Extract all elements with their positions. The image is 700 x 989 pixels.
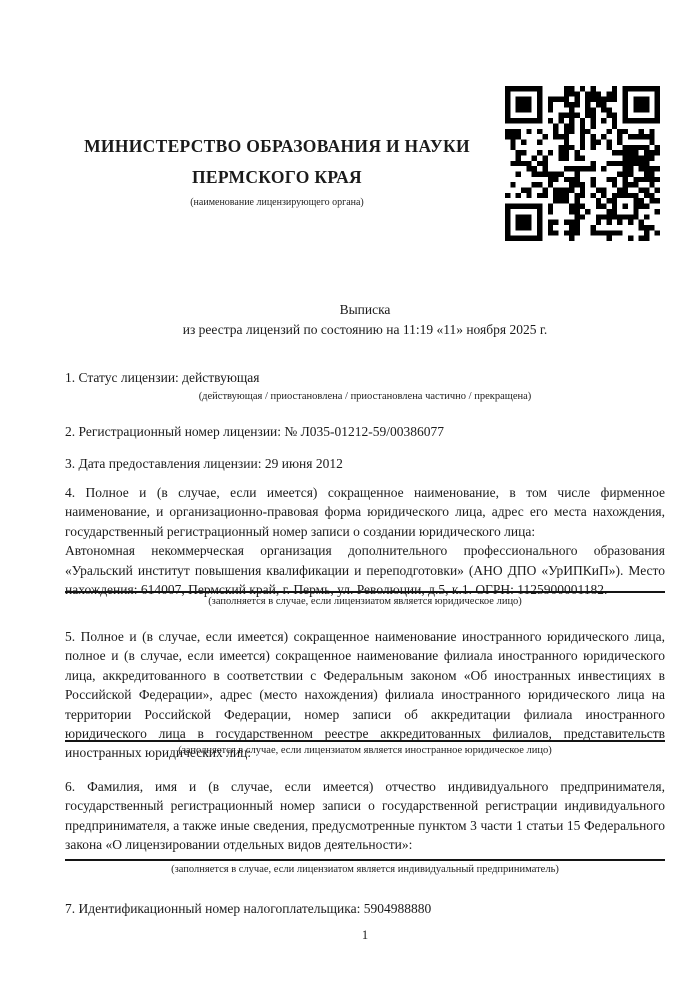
divider-line bbox=[65, 859, 665, 861]
item-6-fill-caption: (заполняется в случае, если лицензиатом является индивидуальный предприниматель) bbox=[171, 864, 559, 875]
title-line2: из реестра лицензий по состоянию на 11:19 «11» ноября 2025 г. bbox=[182, 322, 548, 337]
item-4-fill-caption: (заполняется в случае, если лицензиатом является юридическое лицо) bbox=[208, 596, 522, 607]
item-4-value: Автономная некоммерческая организация дополнительного профессионального образования «Уральский институт повышения квалификации и переподготовки» (АНО ДПО «УрИПКиП»). Место нахождения: 614007, Пермский край, г. Пермь, ул. Революции, д.5, к.1. ОГРН: 1125900001182. bbox=[65, 543, 665, 598]
divider-line bbox=[65, 740, 665, 742]
item-2-registration-number: 2. Регистрационный номер лицензии: № Л035-01212-59/00386077 bbox=[65, 424, 445, 439]
page-number: 1 bbox=[361, 928, 369, 942]
item-5-fill-caption: (заполняется в случае, если лицензиатом является иностранное юридическое лицо) bbox=[178, 745, 552, 756]
qr-code bbox=[505, 86, 660, 241]
qr-code-pattern bbox=[505, 86, 660, 241]
item-7-taxpayer-id: 7. Идентификационный номер налогоплательщика: 5904988880 bbox=[65, 901, 432, 916]
item-3-grant-date: 3. Дата предоставления лицензии: 29 июня 2012 bbox=[65, 456, 343, 471]
item-6-entrepreneur: 6. Фамилия, имя и (в случае, если имеется) отчество индивидуального предпринимателя, государственный регистрационный номер записи о государственной регистрации индивидуального предпринимателя, а также иные сведения, предусмотренные пунктом 3 части 1 статьи 15 Федерального закона «О лицензировании отдельных видов деятельности»: bbox=[65, 779, 665, 853]
item-5-divider-block bbox=[65, 740, 665, 758]
authority-name-caption: (наименование лицензирующего органа) bbox=[190, 197, 364, 208]
item-4-divider-block bbox=[65, 591, 665, 609]
title-line1: Выписка bbox=[339, 302, 391, 317]
document-title bbox=[65, 300, 665, 340]
item-6-divider-block bbox=[65, 859, 665, 877]
licensing-authority-header bbox=[65, 131, 489, 210]
ministry-name-line1: МИНИСТЕРСТВО ОБРАЗОВАНИЯ И НАУКИ bbox=[84, 136, 470, 156]
item-5-foreign-entity: 5. Полное и (в случае, если имеется) сокращенное наименование иностранного юридического лица, полное и (в случае, если имеется) сокращенное наименование филиала иностранного юридического лица, аккредитованного в соответствии с Федеральным законом «Об иностранных инвестициях в Российской Федерации», адрес (место нахождения) филиала иностранного юридического лица на территории Российской Федерации, номер записи об аккредитации филиала иностранного юридического лица в государственном реестре аккредитованных филиалов, представительств иностранных юридических лиц: bbox=[65, 629, 665, 761]
divider-line bbox=[65, 591, 665, 593]
ministry-name-line2: ПЕРМСКОГО КРАЯ bbox=[192, 167, 362, 187]
item-1-license-status: 1. Статус лицензии: действующая bbox=[65, 370, 260, 385]
item-4-legal-entity bbox=[65, 483, 665, 599]
item-4-statement: 4. Полное и (в случае, если имеется) сокращенное наименование, в том числе фирменное наименование, и организационно-правовая форма юридического лица, адрес его места нахождения, государственный регистрационный номер записи о создании юридического лица: bbox=[65, 485, 665, 539]
item-1-status-options-caption: (действующая / приостановлена / приостановлена частично / прекращена) bbox=[198, 391, 532, 402]
